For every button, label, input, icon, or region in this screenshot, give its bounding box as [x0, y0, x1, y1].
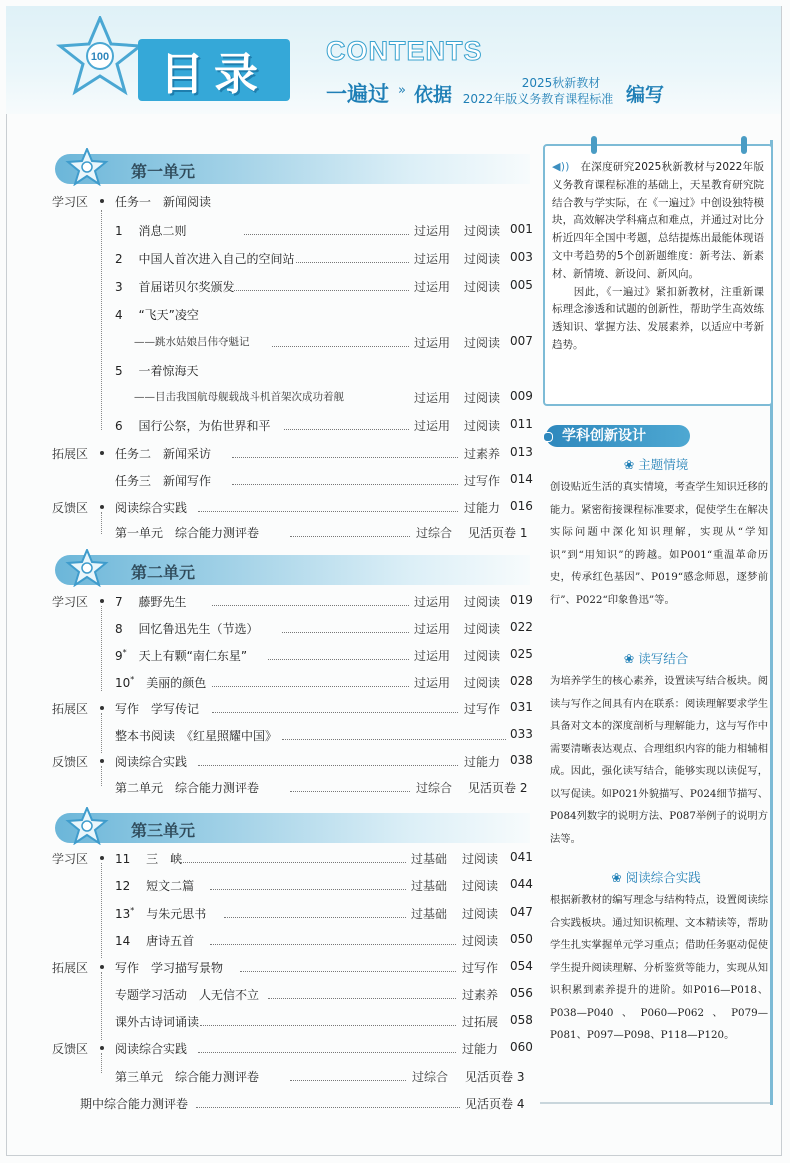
- task-title[interactable]: 任务一 新闻阅读: [115, 195, 212, 209]
- zone-label-feedback: 反馈区: [52, 755, 89, 769]
- tag-literacy[interactable]: 过素养: [464, 447, 501, 461]
- lesson-7[interactable]: 7 藤野先生: [115, 595, 187, 609]
- page-number: 009: [510, 389, 533, 403]
- lesson-subtitle: ——目击我国航母舰载战斗机首架次成功着舰: [134, 391, 344, 403]
- banner-dot-icon: [543, 432, 553, 442]
- slogan-arrow: »: [398, 83, 406, 98]
- page-number: 038: [510, 753, 533, 767]
- tree-line: [101, 863, 102, 958]
- lesson-6[interactable]: 6 国行公祭，为佑世界和平: [115, 419, 271, 433]
- pin-icon: [591, 136, 597, 154]
- page-number: 060: [510, 1040, 533, 1054]
- slogan-standard: 2022年版义务教育课程标准: [462, 92, 614, 106]
- zone-label-expand: 拓展区: [52, 447, 89, 461]
- zone-label-study: 学习区: [52, 852, 89, 866]
- whole-book-reading[interactable]: 整本书阅读 《红星照耀中国》: [115, 729, 278, 743]
- writing-task[interactable]: 写作 学习描写景物: [115, 961, 224, 975]
- page-number: 019: [510, 593, 533, 607]
- tag-reading[interactable]: 过阅读: [462, 907, 499, 921]
- tree-line: [101, 713, 102, 753]
- slogan-textbook: 2025秋新教材: [521, 76, 601, 90]
- page-number: 047: [510, 905, 533, 919]
- tag-reading[interactable]: 过阅读: [464, 252, 501, 266]
- leader-dots: [284, 429, 409, 430]
- lesson-13[interactable]: 13* 与朱元思书: [115, 906, 207, 921]
- tag-ability[interactable]: 过能力: [462, 1042, 499, 1056]
- page-number: 016: [510, 499, 533, 513]
- unit-test[interactable]: 第三单元 综合能力测评卷: [115, 1070, 260, 1084]
- leader-dots: [198, 765, 458, 766]
- page-number: 见活页卷 3: [465, 1070, 525, 1084]
- unit-3-header[interactable]: [55, 813, 530, 843]
- page-number: 005: [510, 278, 533, 292]
- page-number: 054: [510, 959, 533, 973]
- tag-practice[interactable]: 过运用: [414, 595, 451, 609]
- leader-dots: [272, 346, 409, 347]
- mascot-icon: [65, 549, 109, 587]
- zone-dot: [100, 199, 104, 203]
- leader-dots: [200, 1025, 456, 1026]
- zone-label-expand: 拓展区: [52, 702, 89, 716]
- page-number: 028: [510, 674, 533, 688]
- leader-dots: [198, 1052, 456, 1053]
- unit-2-header[interactable]: [55, 555, 530, 585]
- poem-recitation[interactable]: 课外古诗词诵读: [115, 1015, 200, 1029]
- tag-reading[interactable]: 过阅读: [462, 879, 499, 893]
- leader-dots: [210, 944, 456, 945]
- lesson-11[interactable]: 11 三 峡: [115, 852, 183, 866]
- page-number: 056: [510, 986, 533, 1000]
- leader-dots: [180, 862, 406, 863]
- unit-title: 第一单元: [131, 162, 196, 181]
- lesson-10[interactable]: 10* 美丽的颜色: [115, 675, 207, 690]
- tree-line: [101, 1053, 102, 1073]
- page-number: 见活页卷 4: [465, 1097, 525, 1111]
- tag-basics[interactable]: 过基础: [411, 907, 448, 921]
- page-number: 001: [510, 222, 533, 236]
- lesson-4[interactable]: 4 “飞天”凌空: [115, 308, 199, 322]
- leader-dots: [224, 917, 406, 918]
- unit-test[interactable]: 第二单元 综合能力测评卷: [115, 781, 260, 795]
- tag-reading[interactable]: 过阅读: [464, 595, 501, 609]
- tag-reading[interactable]: 过阅读: [464, 224, 501, 238]
- unit-title: 第三单元: [131, 821, 196, 840]
- tag-reading[interactable]: 过阅读: [462, 934, 499, 948]
- tag-reading[interactable]: 过阅读: [464, 649, 501, 663]
- brand-name: 一遍过: [326, 82, 389, 106]
- flower-icon: ❀: [623, 457, 635, 472]
- leader-dots: [290, 536, 410, 537]
- zone-dot: [100, 1046, 104, 1050]
- tag-reading[interactable]: 过阅读: [464, 622, 501, 636]
- lesson-1[interactable]: 1 消息二则: [115, 224, 187, 238]
- page-number: 003: [510, 250, 533, 264]
- zone-dot: [100, 451, 104, 455]
- tag-practice[interactable]: 过运用: [414, 649, 451, 663]
- reading-practice[interactable]: 阅读综合实践: [115, 501, 188, 515]
- leader-dots: [282, 739, 506, 740]
- tag-reading[interactable]: 过阅读: [464, 280, 501, 294]
- section-heading: ❀ 主题情境: [623, 457, 689, 472]
- zone-dot: [100, 505, 104, 509]
- divider: [540, 1102, 770, 1104]
- zone-dot: [100, 856, 104, 860]
- page-number: 041: [510, 850, 533, 864]
- page-number: 007: [510, 334, 533, 348]
- page-number: 044: [510, 877, 533, 891]
- task-3[interactable]: 任务三 新闻写作: [115, 474, 212, 488]
- section-text: 创设贴近生活的真实情境，考查学生知识迁移的能力。紧密衔接课程标准要求，促使学生在解决实际问题中深化知识理解，实现从“学知识”到“用知识”的跨越。如P001“重温革命历史，传承红色基因”、P019“感念师恩，逐梦前行”、P022“印象鲁迅”等。: [550, 481, 768, 606]
- section-heading: ❀ 阅读综合实践: [611, 870, 701, 885]
- lesson-5[interactable]: 5 一着惊海天: [115, 364, 199, 378]
- page-number: 见活页卷 2: [468, 781, 528, 795]
- zone-label-expand: 拓展区: [52, 961, 89, 975]
- leader-dots: [198, 511, 458, 512]
- lesson-8[interactable]: 8 回忆鲁迅先生（节选）: [115, 622, 259, 636]
- zone-label-feedback: 反馈区: [52, 501, 89, 515]
- leader-dots: [296, 262, 409, 263]
- tag-practice[interactable]: 过运用: [414, 252, 451, 266]
- leader-dots: [232, 484, 458, 485]
- tag-comprehensive[interactable]: 过综合: [412, 1070, 449, 1084]
- lesson-14[interactable]: 14 唐诗五首: [115, 934, 195, 948]
- leader-dots: [234, 290, 409, 291]
- page-title: 目录: [138, 39, 290, 101]
- tag-basics[interactable]: 过基础: [411, 852, 448, 866]
- tag-reading[interactable]: 过阅读: [464, 391, 501, 405]
- leader-dots: [268, 659, 409, 660]
- tag-practice[interactable]: 过运用: [414, 676, 451, 690]
- page-number: 033: [510, 727, 533, 741]
- tree-line: [101, 766, 102, 786]
- leader-dots: [240, 971, 456, 972]
- tag-ability[interactable]: 过能力: [464, 755, 501, 769]
- zone-dot: [100, 599, 104, 603]
- writing-task[interactable]: 写作 学写传记: [115, 702, 200, 716]
- mascot-star-icon: [54, 16, 146, 96]
- tag-reading[interactable]: 过阅读: [462, 852, 499, 866]
- tag-writing[interactable]: 过写作: [464, 474, 501, 488]
- zone-label-study: 学习区: [52, 595, 89, 609]
- tree-line: [101, 606, 102, 691]
- section-text: 为培养学生的核心素养，设置读写结合板块。阅读与写作之间具有内在联系：阅读理解要求学生具备对文本的深度剖析与理解能力，这与写作中需要清晰表达观点、合理组织内容的能力相辅相成。因此，强化读写结合，能够实现以读促写，以写促读。如P021外貌描写、P024细节描写、P084列数字的说明方法、P087举例子的说明方法等。: [550, 675, 768, 845]
- intro-text: ◀)) 在深度研究2025秋新教材与2022年版义务教育课程标准的基础上，天星教育研究院结合教与学实际，在《一遍过》中创设独特模块，高效解决学科痛点和难点，并通过对比分析近四年全国中考题，总结提炼出最能体现语文中考趋势的5个创新题维度：新考法、新素材、新情境、新设问、新风向。 因此，《一遍过》紧扣新教材，注重新课标理念渗透和试题的创新性，帮助学生高效练透知识、掌握方法、发展素养，以适应中考新趋势。: [552, 160, 765, 351]
- tag-extension[interactable]: 过拓展: [462, 1015, 499, 1029]
- mascot-icon: [65, 148, 109, 186]
- leader-dots: [212, 712, 458, 713]
- slogan-basis: 依据: [414, 84, 453, 106]
- leader-dots: [244, 234, 409, 235]
- unit-test[interactable]: 第一单元 综合能力测评卷: [115, 526, 260, 540]
- page-number: 050: [510, 932, 533, 946]
- page-number: 058: [510, 1013, 533, 1027]
- tag-reading[interactable]: 过阅读: [464, 676, 501, 690]
- leader-dots: [212, 605, 409, 606]
- design-banner: 学科创新设计: [546, 425, 690, 447]
- page-number: 见活页卷 1: [468, 526, 528, 540]
- lesson-subtitle: ——跳水姑娘吕伟夺魁记: [134, 336, 250, 348]
- lesson-9[interactable]: 9* 天上有颗“南仁东星”: [115, 648, 248, 663]
- section-text: 根据新教材的编写理念与结构特点，设置阅读综合实践板块。通过知识梳理、文本精读等，帮助学生扎实掌握单元学习重点；借助任务驱动促使学生提升阅读理解、分析鉴赏等能力，实现从知识积累到素养提升的进阶。如P016—P018、P038—P040、P060—P062、P079—P081、P097—P098、P118—P120。: [550, 894, 768, 1041]
- unit-title: 第二单元: [131, 563, 196, 582]
- tag-practice[interactable]: 过运用: [414, 280, 451, 294]
- tag-comprehensive[interactable]: 过综合: [416, 526, 453, 540]
- leader-dots: [196, 1107, 460, 1108]
- tree-line: [101, 972, 102, 1040]
- slogan-write: 编写: [626, 84, 665, 106]
- leader-dots: [290, 791, 410, 792]
- speaker-icon: ◀)): [552, 160, 570, 173]
- lesson-2[interactable]: 2 中国人首次进入自己的空间站: [115, 252, 295, 266]
- tree-line: [101, 210, 102, 430]
- tag-basics[interactable]: 过基础: [411, 879, 448, 893]
- tag-writing[interactable]: 过写作: [462, 961, 499, 975]
- contents-label: CONTENTS: [326, 36, 483, 66]
- reading-practice[interactable]: 阅读综合实践: [115, 755, 188, 769]
- leader-dots: [212, 686, 409, 687]
- page-number: 025: [510, 647, 533, 661]
- page-number: 014: [510, 472, 533, 486]
- lesson-3[interactable]: 3 首届诺贝尔奖颁发: [115, 280, 235, 294]
- tag-literacy[interactable]: 过素养: [462, 988, 499, 1002]
- page-number: 031: [510, 700, 533, 714]
- leader-dots: [232, 457, 458, 458]
- mascot-icon: [65, 807, 109, 845]
- intro-box: [543, 144, 773, 406]
- zone-dot: [100, 965, 104, 969]
- tag-writing[interactable]: 过写作: [464, 702, 501, 716]
- header-banner: [6, 6, 781, 114]
- zone-dot: [100, 706, 104, 710]
- tag-practice[interactable]: 过运用: [414, 419, 451, 433]
- flower-icon: ❀: [623, 651, 635, 666]
- tag-practice[interactable]: 过运用: [414, 224, 451, 238]
- tag-reading[interactable]: 过阅读: [464, 336, 501, 350]
- page-number: 013: [510, 445, 533, 459]
- leader-dots: [268, 998, 456, 999]
- tag-practice[interactable]: 过运用: [414, 622, 451, 636]
- section-heading: ❀ 读写结合: [623, 651, 689, 666]
- page-number: 022: [510, 620, 533, 634]
- tag-comprehensive[interactable]: 过综合: [416, 781, 453, 795]
- leader-dots: [210, 889, 406, 890]
- midterm-test[interactable]: 期中综合能力测评卷: [80, 1097, 189, 1111]
- zone-label-feedback: 反馈区: [52, 1042, 89, 1056]
- lesson-12[interactable]: 12 短文二篇: [115, 879, 195, 893]
- flower-icon: ❀: [611, 870, 622, 885]
- tag-reading[interactable]: 过阅读: [464, 419, 501, 433]
- tag-practice[interactable]: 过运用: [414, 336, 451, 350]
- unit-1-header[interactable]: [55, 154, 530, 184]
- page-number: 011: [510, 417, 533, 431]
- reading-practice[interactable]: 阅读综合实践: [115, 1042, 188, 1056]
- mascot-badge: 100: [90, 51, 110, 63]
- special-activity[interactable]: 专题学习活动 人无信不立: [115, 988, 260, 1002]
- zone-label-study: 学习区: [52, 195, 89, 209]
- task-2[interactable]: 任务二 新闻采访: [115, 447, 212, 461]
- leader-dots: [282, 632, 409, 633]
- pin-icon: [741, 136, 747, 154]
- leader-dots: [290, 1080, 406, 1081]
- tag-practice[interactable]: 过运用: [414, 391, 451, 405]
- zone-dot: [100, 759, 104, 763]
- tree-line: [101, 512, 102, 534]
- tag-ability[interactable]: 过能力: [464, 501, 501, 515]
